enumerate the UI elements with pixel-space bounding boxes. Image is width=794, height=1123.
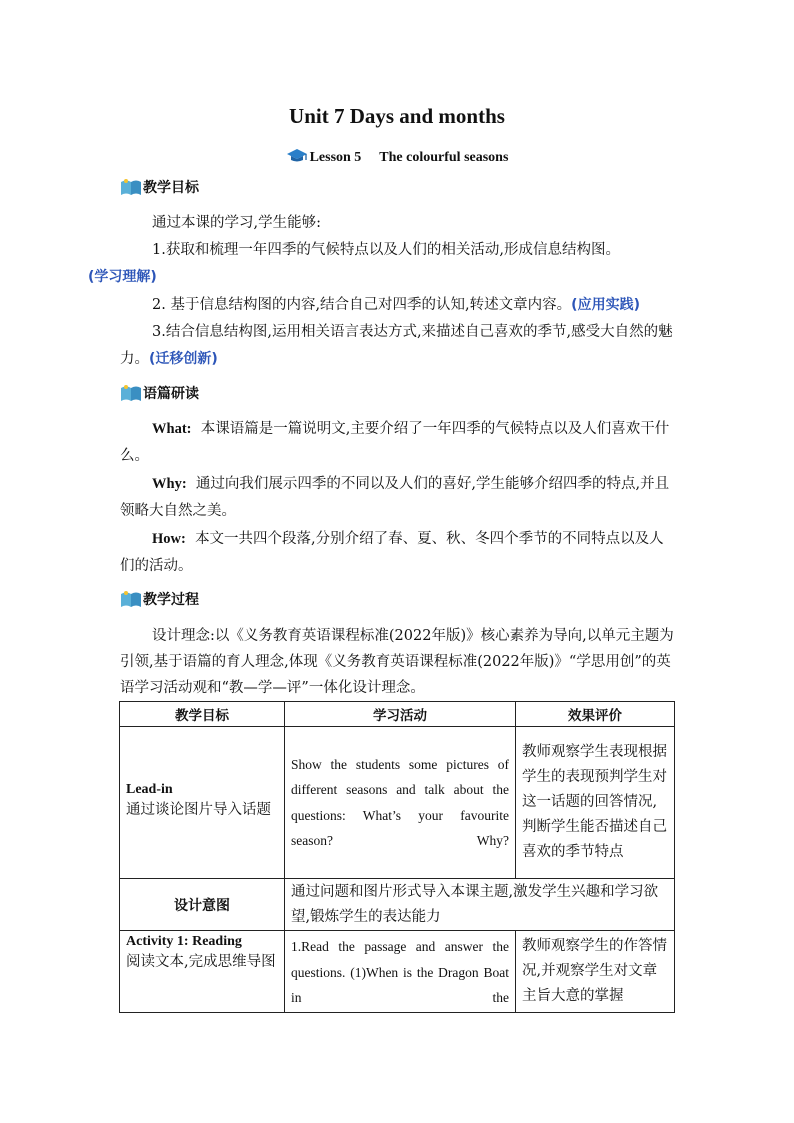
book-icon — [120, 383, 142, 403]
table-row — [120, 727, 675, 879]
design-label: 设计意图 — [174, 897, 230, 914]
book-icon — [120, 177, 142, 197]
table-row — [120, 931, 675, 1013]
activity1-text: 1.Read the passage and answer the questions. (1)When is the Dragon Boat in the — [291, 939, 509, 1005]
leadin-eval: 教师观察学生表现根据学生的表现预判学生对这一话题的回答情况,判断学生能否描述自己喜欢的季节特点 — [522, 744, 667, 860]
leadin-desc: 通过谈论图片导入话题 — [126, 802, 271, 818]
lesson-heading — [0, 148, 794, 166]
lesson-name: The colourful seasons — [379, 150, 509, 165]
leadin-activity: Show the students some pictures of different seasons and talk about the questions: What’s your favourite season? Why? — [291, 756, 509, 848]
objective-item-1: 1.获取和梳理一年四季的气候特点以及人们的相关活动,形成信息结构图。 (学习理解) — [88, 242, 620, 285]
graduation-cap-icon — [286, 148, 308, 164]
section-process — [120, 588, 199, 610]
lesson-plan-table — [119, 701, 675, 1013]
table-header-row — [120, 702, 675, 727]
leadin-title: Lead-in — [126, 782, 173, 797]
objective-item-3: 3.结合信息结构图,运用相关语言表达方式,来描述自己喜欢的季节,感受大自然的魅力。(迁移创新) — [120, 324, 673, 367]
design-text: 通过问题和图片形式导入本课主题,激发学生兴趣和学习欲望,锻炼学生的表达能力 — [291, 883, 659, 925]
table-cell — [516, 727, 675, 879]
activity1-desc: 阅读文本,完成思维导图 — [126, 954, 276, 970]
table-cell — [285, 931, 516, 1013]
objective-tag-2: (应用实践) — [571, 297, 640, 313]
section-objectives — [120, 176, 199, 198]
table-cell — [120, 727, 285, 879]
table-cell — [516, 931, 675, 1013]
analysis-why: Why: 通过向我们展示四季的不同以及人们的喜好,学生能够介绍四季的特点,并且领略大自然之美。 — [120, 476, 670, 519]
table-cell — [120, 879, 285, 931]
activity1-title: Activity 1: Reading — [126, 934, 242, 949]
analysis-what: What: 本课语篇是一篇说明文,主要介绍了一年四季的气候特点以及人们喜欢干什么。 — [120, 421, 670, 464]
objective-tag-3: (迁移创新) — [149, 351, 218, 367]
section-title: 语篇研读 — [143, 386, 199, 402]
analysis-how: How: 本文一共四个段落,分别介绍了春、夏、秋、冬四个季节的不同特点以及人们的活动。 — [120, 531, 664, 574]
objective-tag-1: (学习理解) — [88, 269, 157, 285]
section-title: 教学目标 — [143, 180, 199, 196]
lesson-number: Lesson 5 — [309, 150, 362, 165]
book-icon — [120, 589, 142, 609]
section-title: 教学过程 — [143, 592, 199, 608]
objective-item-2: 2. 基于信息结构图的内容,结合自己对四季的认知,转述文章内容。(应用实践) — [152, 297, 640, 313]
section-analysis — [120, 382, 199, 404]
table-cell — [120, 931, 285, 1013]
design-concept: 设计理念:以《义务教育英语课程标准(2022年版)》核心素养为导向,以单元主题为引领,基于语篇的育人理念,体现《义务教育英语课程标准(2022年版)》“学思用创”的英语学习活动观和“教—学—评”一体化设计理念。 — [120, 628, 674, 696]
table-header: 教学目标 — [120, 702, 285, 727]
activity1-eval: 教师观察学生的作答情况,并观察学生对文章主旨大意的掌握 — [522, 938, 667, 1004]
table-cell — [285, 879, 675, 931]
table-cell — [285, 727, 516, 879]
table-row — [120, 879, 675, 931]
table-header: 效果评价 — [516, 702, 675, 727]
unit-title: Unit 7 Days and months — [289, 104, 505, 128]
table-header: 学习活动 — [285, 702, 516, 727]
objectives-intro: 通过本课的学习,学生能够: — [152, 215, 321, 231]
